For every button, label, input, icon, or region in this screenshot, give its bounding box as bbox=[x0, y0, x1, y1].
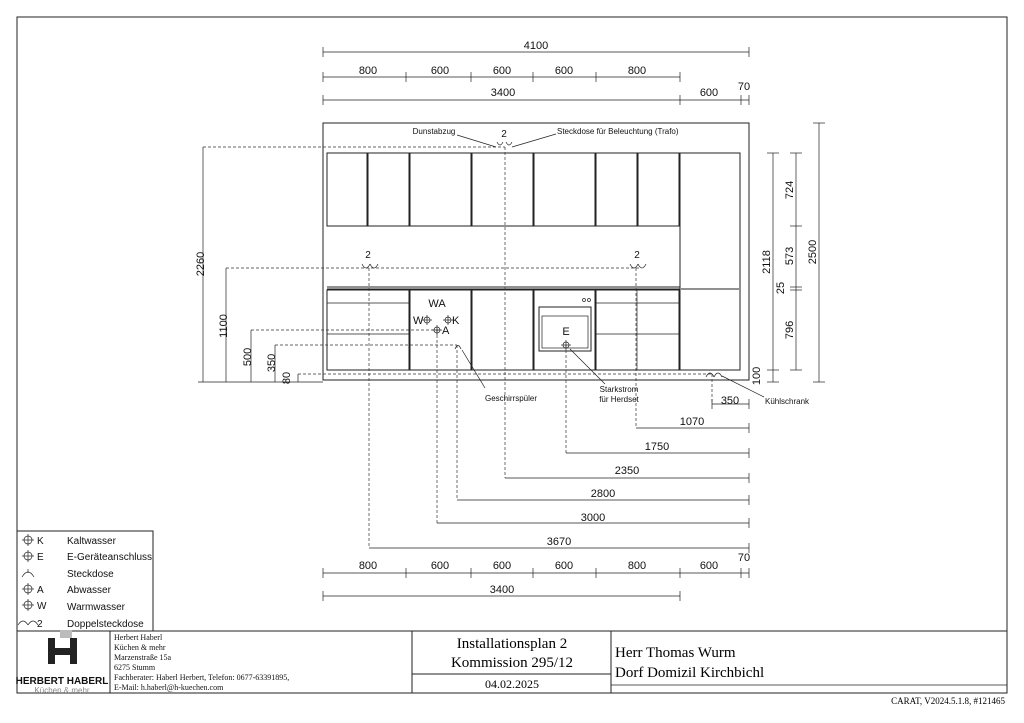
left-dimensions bbox=[195, 147, 323, 384]
software-version: CARAT, V2024.5.1.8, #121465 bbox=[891, 696, 1005, 706]
commission-number: Kommission 295/12 bbox=[450, 655, 574, 671]
haberl-logo bbox=[16, 630, 109, 695]
legend-row-abwasser bbox=[22, 583, 112, 596]
legend-label: Steckdose bbox=[67, 569, 114, 580]
legend bbox=[17, 531, 153, 631]
legend-code: A bbox=[37, 585, 44, 596]
legend-row-steckdose bbox=[22, 569, 114, 580]
dim-right-724: 724 bbox=[784, 180, 796, 200]
plan-title: Installationsplan 2 bbox=[456, 636, 568, 652]
dim-bottom-seg-5: 800 bbox=[627, 560, 647, 572]
dim-bottom-total: 3400 bbox=[489, 584, 515, 596]
company-tagline: Küchen & mehr bbox=[34, 686, 90, 695]
legend-label: E-Geräteanschluss bbox=[67, 552, 153, 563]
dim-right-573: 573 bbox=[784, 246, 796, 266]
dim-left-350: 350 bbox=[266, 353, 278, 373]
dim-top-600: 600 bbox=[699, 87, 719, 99]
double-socket-icon bbox=[706, 373, 722, 377]
label-wa: WA bbox=[428, 298, 446, 310]
legend-code: W bbox=[37, 601, 47, 612]
label-w: W bbox=[413, 315, 424, 327]
legend-row-kaltwasser bbox=[22, 534, 117, 547]
dim-top-seg-4: 600 bbox=[554, 65, 574, 77]
client-info bbox=[615, 645, 764, 681]
label-k: K bbox=[452, 315, 460, 327]
legend-code: 2 bbox=[37, 619, 43, 630]
dim-run-1070: 1070 bbox=[679, 416, 705, 428]
label-kuehlschrank: Kühlschrank bbox=[765, 397, 810, 406]
label-geschirrspueler: Geschirrspüler bbox=[484, 394, 538, 403]
plan-info bbox=[451, 636, 573, 691]
dim-left-80: 80 bbox=[281, 371, 293, 385]
label-steckdose-beleuchtung: Steckdose für Beleuchtung (Trafo) bbox=[557, 127, 679, 136]
legend-label: Kaltwasser bbox=[67, 536, 116, 547]
legend-row-warmwasser bbox=[22, 599, 126, 613]
right-dimensions bbox=[751, 123, 825, 385]
svg-text:E-Mail: h.haberl@h-kuechen.com: E-Mail: h.haberl@h-kuechen.com bbox=[114, 683, 224, 692]
tall-unit bbox=[680, 153, 740, 370]
client-project: Dorf Domizil Kirchbichl bbox=[615, 665, 765, 681]
dim-left-1100: 1100 bbox=[218, 314, 230, 338]
dim-right-100: 100 bbox=[751, 366, 763, 386]
dim-run-2350: 2350 bbox=[614, 465, 640, 477]
dim-left-500: 500 bbox=[242, 347, 254, 367]
dim-run-2800: 2800 bbox=[590, 488, 616, 500]
plan-date: 04.02.2025 bbox=[485, 677, 539, 691]
count-top-socket: 2 bbox=[501, 129, 507, 140]
legend-label: Doppelsteckdose bbox=[67, 619, 144, 630]
dim-top-total: 4100 bbox=[523, 40, 549, 52]
label-e: E bbox=[562, 326, 570, 338]
company-name: HERBERT HABERL bbox=[15, 676, 109, 687]
legend-label: Abwasser bbox=[67, 585, 111, 596]
svg-text:Marzenstraße 15a: Marzenstraße 15a bbox=[114, 653, 172, 662]
label-herdset: für Herdset bbox=[599, 395, 639, 404]
dim-top-seg-2: 600 bbox=[430, 65, 450, 77]
dim-bottom-seg-4: 600 bbox=[554, 560, 574, 572]
dim-350: 350 bbox=[720, 395, 740, 407]
dim-top-seg-3: 600 bbox=[492, 65, 512, 77]
dim-right-2500: 2500 bbox=[807, 239, 819, 265]
legend-label: Warmwasser bbox=[67, 602, 125, 613]
dim-right-25: 25 bbox=[775, 281, 787, 295]
dim-top-3400: 3400 bbox=[490, 87, 516, 99]
dim-bottom-seg-2: 600 bbox=[430, 560, 450, 572]
dim-top-70: 70 bbox=[737, 81, 751, 93]
label-dunstabzug: Dunstabzug bbox=[412, 127, 456, 136]
label-a: A bbox=[442, 325, 450, 337]
dim-left-2260: 2260 bbox=[195, 251, 207, 277]
double-socket-icon bbox=[362, 264, 378, 268]
svg-text:Herbert Haberl: Herbert Haberl bbox=[114, 633, 163, 642]
label-starkstrom: Starkstrom bbox=[599, 385, 639, 394]
client-name: Herr Thomas Wurm bbox=[615, 645, 736, 661]
svg-text:Fachberater: Haberl Herbert, T: Fachberater: Haberl Herbert, Telefon: 0677-63391895, bbox=[114, 673, 290, 682]
dim-bottom-70: 70 bbox=[737, 552, 751, 564]
company-address bbox=[114, 633, 289, 692]
svg-text:Küchen & mehr: Küchen & mehr bbox=[114, 643, 166, 652]
dim-run-3670: 3670 bbox=[546, 536, 572, 548]
dim-bottom-seg-1: 800 bbox=[358, 560, 378, 572]
dim-right-796: 796 bbox=[784, 320, 796, 340]
legend-code: E bbox=[37, 552, 44, 563]
legend-row-e-geraeteanschluss bbox=[22, 550, 152, 563]
double-socket-icon bbox=[497, 142, 512, 145]
legend-code: K bbox=[37, 536, 44, 547]
dim-top-seg-5: 800 bbox=[627, 65, 647, 77]
dim-top-seg-1: 800 bbox=[358, 65, 378, 77]
double-socket-icon bbox=[18, 621, 38, 625]
legend-row-doppelsteckdose bbox=[18, 619, 144, 630]
top-dimensions bbox=[323, 40, 750, 105]
count-socket-right: 2 bbox=[634, 250, 640, 261]
bottom-run-dimensions bbox=[323, 395, 750, 601]
kitchen-elevation bbox=[323, 123, 749, 380]
dim-bottom-seg-6: 600 bbox=[699, 560, 719, 572]
count-socket-left: 2 bbox=[365, 250, 371, 261]
dim-right-2118: 2118 bbox=[761, 250, 773, 274]
dim-run-1750: 1750 bbox=[644, 441, 670, 453]
dim-run-3000: 3000 bbox=[580, 512, 606, 524]
dim-bottom-seg-3: 600 bbox=[492, 560, 512, 572]
svg-text:6275 Stumm: 6275 Stumm bbox=[114, 663, 156, 672]
double-socket-icon bbox=[630, 264, 646, 268]
